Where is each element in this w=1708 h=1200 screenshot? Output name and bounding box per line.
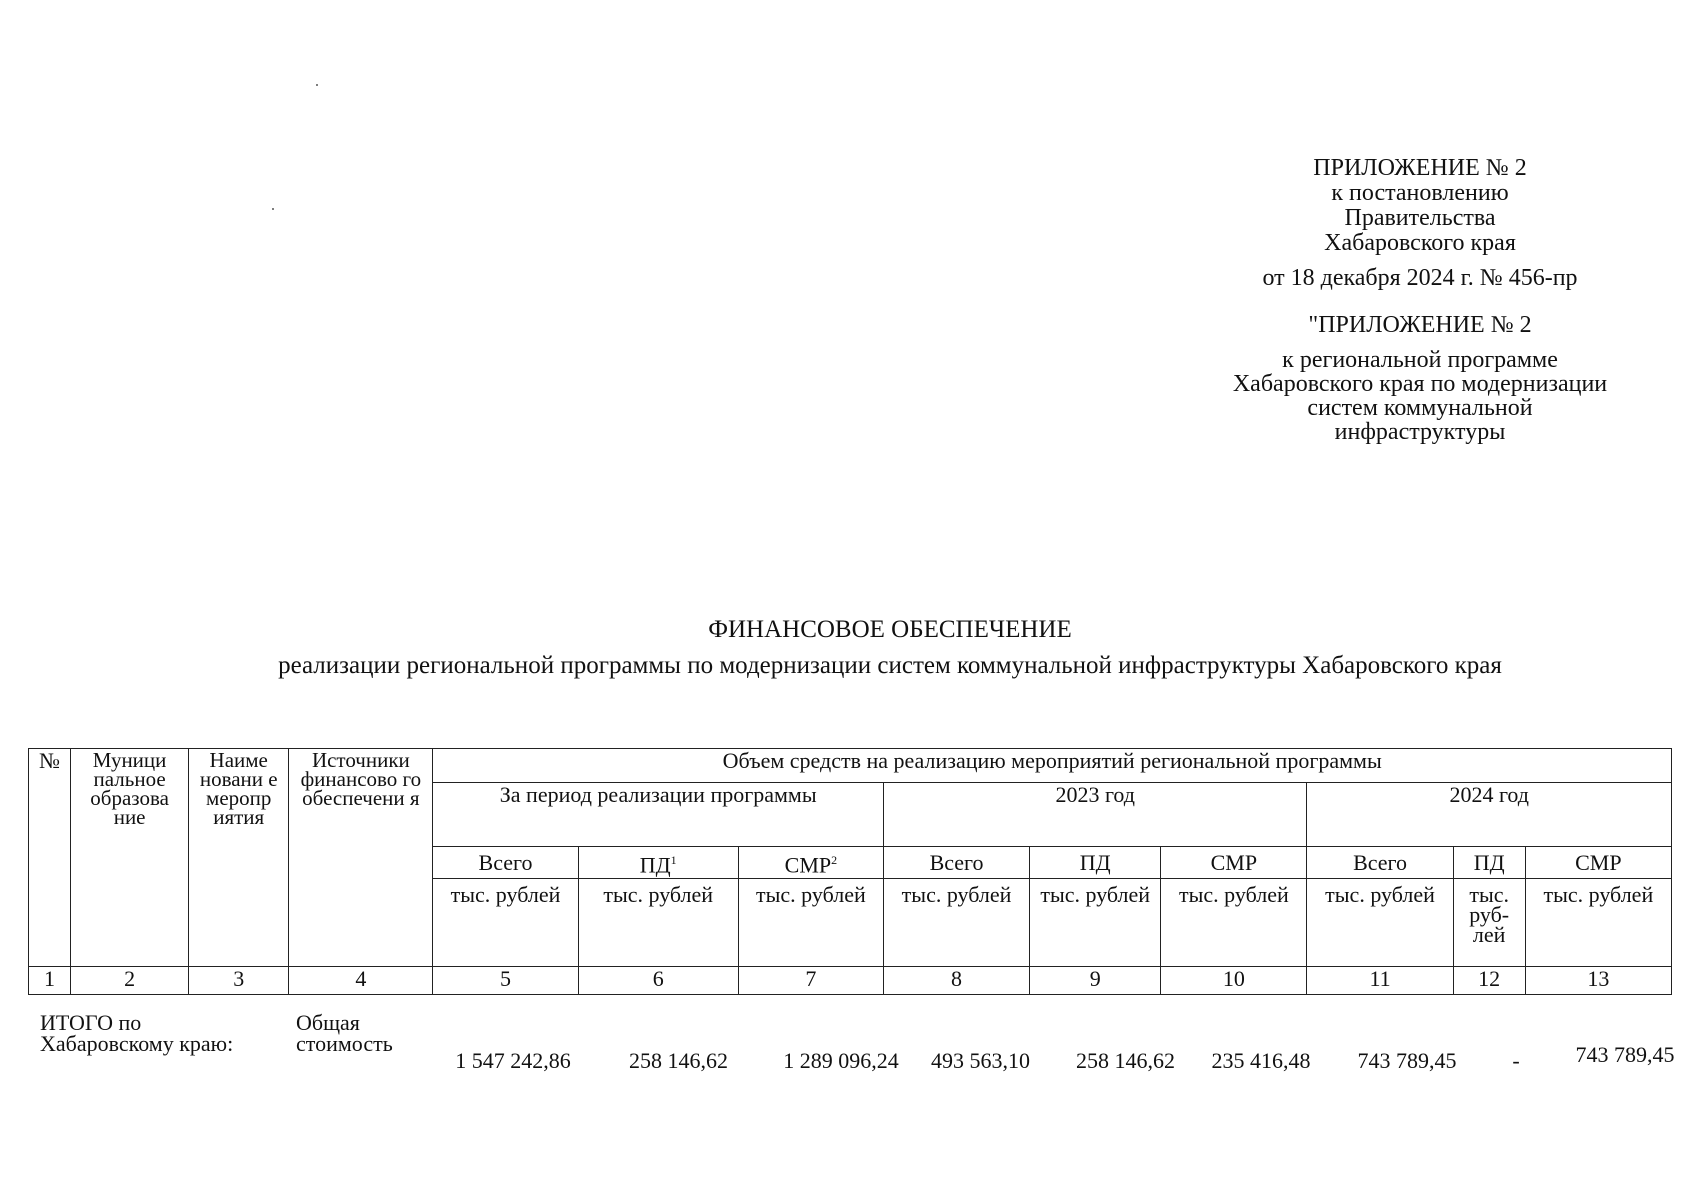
- subheader-pd: ПД: [1453, 847, 1525, 879]
- scan-speck: [316, 84, 318, 86]
- scan-speck: [272, 208, 274, 210]
- approval-line: Правительства: [1344, 205, 1496, 231]
- totals-label: ИТОГО по Хабаровскому краю:: [40, 1010, 234, 1056]
- total-value-period-total: 1 547 242,86: [455, 1048, 571, 1073]
- subheader-smr: СМР$^2$: [738, 847, 883, 879]
- totals-source: Общая стоимость: [296, 1010, 393, 1056]
- total-value-2023-total: 493 563,10: [931, 1048, 1030, 1073]
- total-value-2024-total: 743 789,45: [1357, 1048, 1457, 1073]
- program-line: Хабаровского края по модернизации: [1232, 371, 1608, 397]
- header-year-2023: 2023 год: [883, 783, 1306, 847]
- header-volume: Объем средств на реализацию мероприятий региональной программы: [433, 749, 1672, 783]
- header-num: №: [29, 749, 71, 967]
- approval-block: [1190, 156, 1650, 444]
- approval-line: Хабаровского края: [1324, 230, 1516, 256]
- column-number: 8: [883, 967, 1029, 995]
- header-event-name: Наиме новани е меропр иятия: [189, 749, 289, 967]
- subheader-total: Всего: [433, 847, 578, 879]
- header-municipality: Муници пальное образова ние: [71, 749, 189, 967]
- column-number: 2: [71, 967, 189, 995]
- subheader-smr: СМР: [1161, 847, 1307, 879]
- header-sources: Источники финансово го обеспечени я: [289, 749, 433, 967]
- total-value-period-pd: 258 146,62: [629, 1048, 728, 1073]
- financing-table: [28, 748, 1672, 995]
- approval-date-number: от 18 декабря 2024 г. № 456-пр: [1262, 265, 1578, 291]
- subheader-pd: ПД: [1030, 847, 1161, 879]
- unit-cell: тыс. рублей: [578, 879, 738, 967]
- program-line: инфраструктуры: [1334, 419, 1506, 445]
- column-number: 13: [1525, 967, 1671, 995]
- unit-cell: тыс. рублей: [1307, 879, 1453, 967]
- subheader-smr: СМР: [1525, 847, 1671, 879]
- subheader-pd: $ПД^1$: [578, 847, 738, 879]
- unit-cell: тыс. руб- лей: [1453, 879, 1525, 967]
- unit-cell: тыс. рублей: [433, 879, 578, 967]
- total-value-period-smr: 1 289 096,24: [783, 1048, 899, 1073]
- unit-cell: тыс. рублей: [883, 879, 1029, 967]
- unit-cell: тыс. рублей: [1161, 879, 1307, 967]
- column-number: 3: [189, 967, 289, 995]
- subheader-total: Всего: [1307, 847, 1453, 879]
- total-value-2023-smr: 235 416,48: [1211, 1048, 1311, 1073]
- footnote-mark: 2: [831, 852, 838, 867]
- header-year-2024: 2024 год: [1307, 783, 1672, 847]
- unit-cell: тыс. рублей: [1525, 879, 1671, 967]
- totals-row: [28, 1010, 1675, 1092]
- column-number: 12: [1453, 967, 1525, 995]
- program-reference: [1190, 348, 1650, 444]
- approval-line: к постановлению: [1331, 180, 1509, 206]
- quoted-appendix-title: "ПРИЛОЖЕНИЕ № 2: [1308, 312, 1532, 338]
- column-number: 6: [578, 967, 738, 995]
- total-value-2024-pd: -: [1512, 1048, 1520, 1073]
- total-value-2024-smr: 743 789,45: [1575, 1042, 1675, 1067]
- document-title: ФИНАНСОВОЕ ОБЕСПЕЧЕНИЕ: [708, 616, 1072, 643]
- column-number: 1: [29, 967, 71, 995]
- column-number: 9: [1030, 967, 1161, 995]
- unit-cell: тыс. рублей: [1030, 879, 1161, 967]
- column-number: 4: [289, 967, 433, 995]
- total-value-2023-pd: 258 146,62: [1076, 1048, 1175, 1073]
- column-number: 7: [738, 967, 883, 995]
- column-number: 10: [1161, 967, 1307, 995]
- column-number: 11: [1307, 967, 1453, 995]
- program-line: к региональной программе: [1282, 347, 1558, 373]
- document-subtitle: реализации региональной программы по модернизации систем коммунальной инфраструктуры Хабаровского края: [278, 652, 1502, 679]
- column-number: 5: [433, 967, 578, 995]
- program-line: систем коммунальной: [1307, 395, 1533, 421]
- subheader-total: Всего: [883, 847, 1029, 879]
- unit-cell: тыс. рублей: [738, 879, 883, 967]
- header-period: За период реализации программы: [433, 783, 884, 847]
- footnote-mark: 1: [670, 852, 677, 867]
- approval-title: ПРИЛОЖЕНИЕ № 2: [1313, 155, 1527, 181]
